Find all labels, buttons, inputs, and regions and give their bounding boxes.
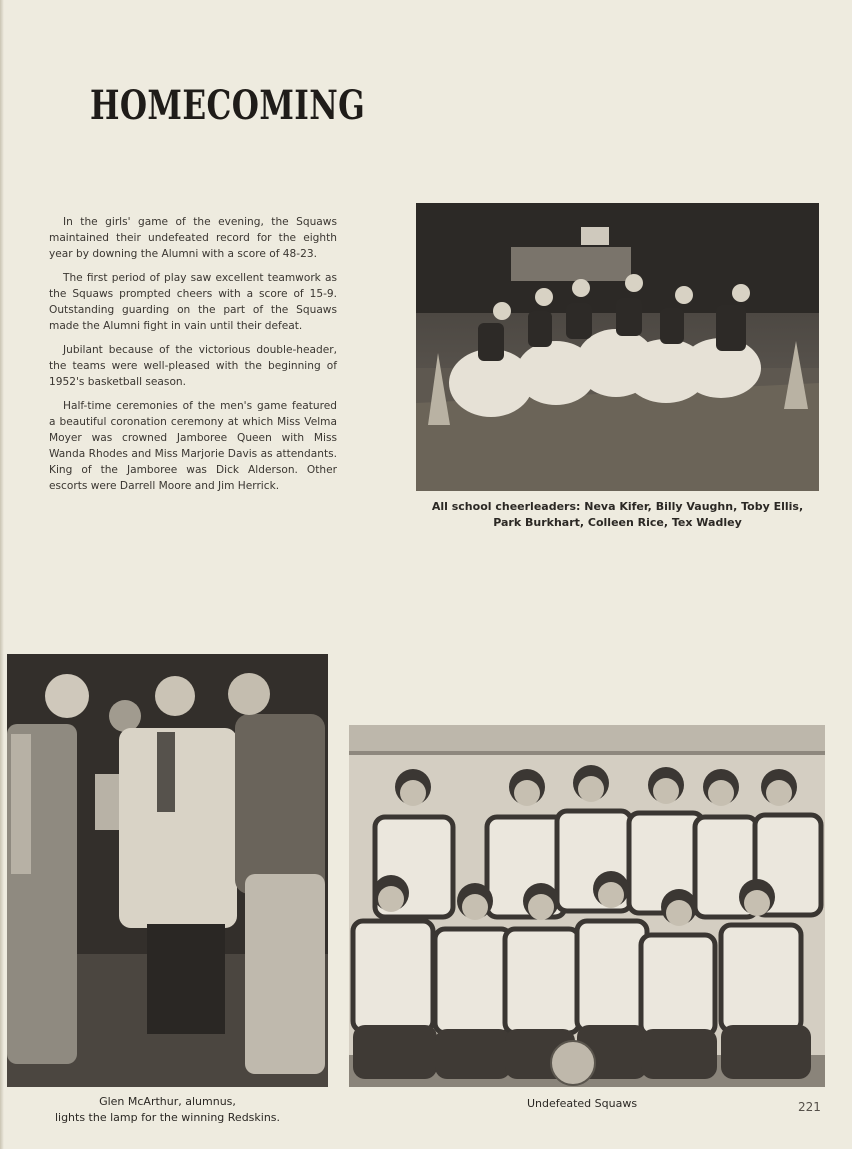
article-paragraph-1: In the girls' game of the evening, the Squaws maintained their undefeated record for the eighth year by downing the Alumni with a score of 48-23.	[49, 216, 337, 260]
page-binding-edge	[0, 0, 4, 1149]
article-paragraph-3: Jubilant because of the victorious double-header, the teams were well-pleased with the beginning of 1952's basketball season.	[49, 344, 337, 388]
team-photo	[349, 725, 825, 1087]
page-number: 221	[798, 1100, 821, 1114]
alumnus-caption-line-2: lights the lamp for the winning Redskins.	[54, 1111, 281, 1124]
article-body	[49, 214, 337, 502]
alumnus-caption	[7, 1094, 328, 1126]
page-title: HOMECOMING	[90, 82, 366, 129]
article-paragraph-2: The first period of play saw excellent teamwork as the Squaws prompted cheers with a score of 15-9. Outstanding guarding on the part of the Squaws made the Alumni fight in vain until their defeat.	[49, 272, 337, 332]
alumnus-photo	[7, 654, 328, 1087]
cheerleaders-caption-line-1: All school cheerleaders: Neva Kifer, Billy Vaughn, Toby Ellis,	[431, 500, 804, 513]
cheerleaders-photo	[416, 203, 819, 491]
cheerleaders-caption	[416, 499, 819, 531]
team-caption: Undefeated Squaws	[526, 1097, 638, 1110]
alumnus-caption-line-1: Glen McArthur, alumnus,	[99, 1095, 236, 1108]
article-paragraph-4: Half-time ceremonies of the men's game featured a beautiful coronation ceremony at which Miss Velma Moyer was crowned Jamboree Queen with Miss Wanda Rhodes and Miss Marjorie Davis as attendants. King of the Jamboree was Dick Alderson. Other escorts were Darrell Moore and Jim Herrick.	[49, 400, 337, 492]
cheerleaders-caption-line-2: Park Burkhart, Colleen Rice, Tex Wadley	[493, 516, 742, 529]
